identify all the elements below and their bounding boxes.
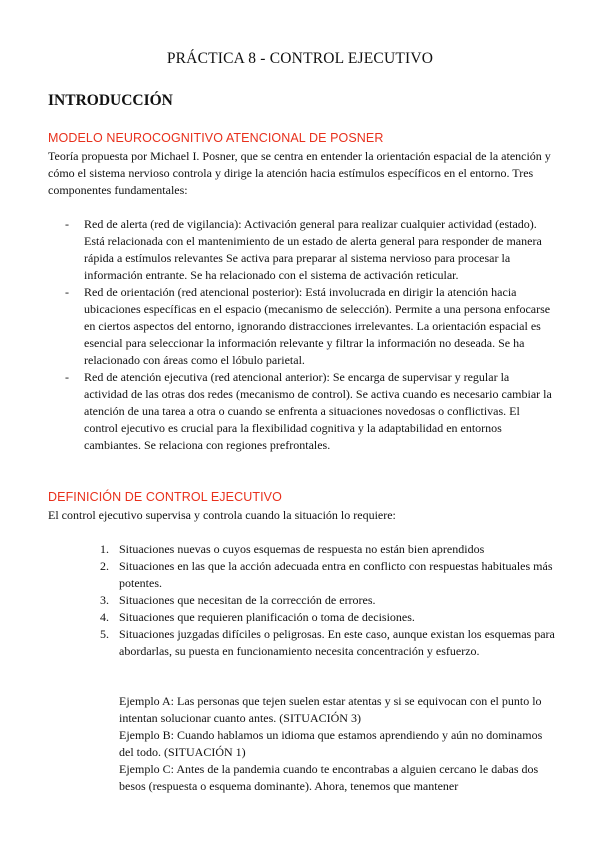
dash-bullet: - (65, 370, 69, 384)
list-item (48, 216, 556, 284)
posner-paragraph: Teoría propuesta por Michael I. Posner, que se centra en entender la orientación espacial de la atención y cómo el sistema nervioso controla y dirige la atención hacia estímulos específicos en el entorno. Tres componentes fundamentales: (48, 149, 551, 197)
posner-network-list (48, 216, 556, 454)
list-item (48, 369, 556, 454)
intro-heading: INTRODUCCIÓN (48, 92, 173, 109)
list-number: 3. (100, 593, 109, 607)
dash-bullet: - (65, 217, 69, 231)
list-item (48, 284, 556, 369)
situations-list (48, 541, 556, 660)
list-item-text: Situaciones que necesitan de la corrección de errores. (119, 593, 376, 607)
control-paragraph: El control ejecutivo supervisa y controla cuando la situación lo requiere: (48, 508, 396, 522)
list-number: 1. (100, 542, 109, 556)
list-number: 4. (100, 610, 109, 624)
list-number: 5. (100, 627, 109, 641)
list-item-text: Red de orientación (red atencional posterior): Está involucrada en dirigir la atención hacia ubicaciones específicas en el espacio (mecanismo de selección). Permite a una persona enfocarse en ciertos aspectos del entorno, ignorando distracciones irrelevantes. La orientación espacial es esencial para seleccionar la información relevante y filtrar la información no deseada. Se ha relacionado con áreas como el lóbulo parietal. (84, 285, 551, 367)
section-title-control: DEFINICIÓN DE CONTROL EJECUTIVO (48, 490, 282, 504)
list-item-text: Situaciones juzgadas difíciles o peligrosas. En este caso, aunque existan los esquemas para abordarlas, su puesta en funcionamiento necesita concentración y esfuerzo. (119, 627, 555, 658)
list-item (48, 558, 556, 592)
list-item (48, 609, 556, 626)
list-item-text: Situaciones que requieren planificación o toma de decisiones. (119, 610, 415, 624)
list-item-text: Red de atención ejecutiva (red atencional anterior): Se encarga de supervisar y regular la actividad de las otras dos redes (mecanismo de control). Se activa cuando es necesario cambiar la atención de una tarea a otra o cuando se enfrenta a situaciones novedosas o conflictivas. El control ejecutivo es crucial para la flexibilidad cognitiva y la adaptabilidad en entornos cambiantes. Se relaciona con regiones prefrontales. (84, 370, 552, 452)
list-item (48, 592, 556, 609)
example-b: Ejemplo B: Cuando hablamos un idioma que estamos aprendiendo y aún no dominamos del todo. (SITUACIÓN 1) (119, 728, 543, 759)
page-title: PRÁCTICA 8 - CONTROL EJECUTIVO (166, 50, 434, 67)
list-item-text: Situaciones nuevas o cuyos esquemas de respuesta no están bien aprendidos (119, 542, 485, 556)
section-title-posner: MODELO NEUROCOGNITIVO ATENCIONAL DE POSNER (48, 131, 384, 145)
example-a: Ejemplo A: Las personas que tejen suelen estar atentas y si se equivocan con el punto lo intentan solucionar cuanto antes. (SITUACIÓN 3) (119, 694, 542, 725)
examples-block (119, 693, 556, 795)
list-number: 2. (100, 559, 109, 573)
list-item-text: Situaciones en las que la acción adecuada entra en conflicto con respuestas habituales más potentes. (119, 559, 553, 590)
list-item-text: Red de alerta (red de vigilancia): Activación general para realizar cualquier actividad (estado). Está relacionada con el mantenimiento de un estado de alerta general para responder de manera rápida a estímulos relevantes Se activa para preparar al sistema nervioso para procesar la información entrante. Se ha relacionado con el sistema de activación reticular. (84, 217, 542, 282)
list-item (48, 626, 556, 660)
dash-bullet: - (65, 285, 69, 299)
example-c: Ejemplo C: Antes de la pandemia cuando te encontrabas a alguien cercano le dabas dos besos (respuesta o esquema dominante). Ahora, tenemos que mantener (119, 762, 539, 793)
list-item (48, 541, 556, 558)
